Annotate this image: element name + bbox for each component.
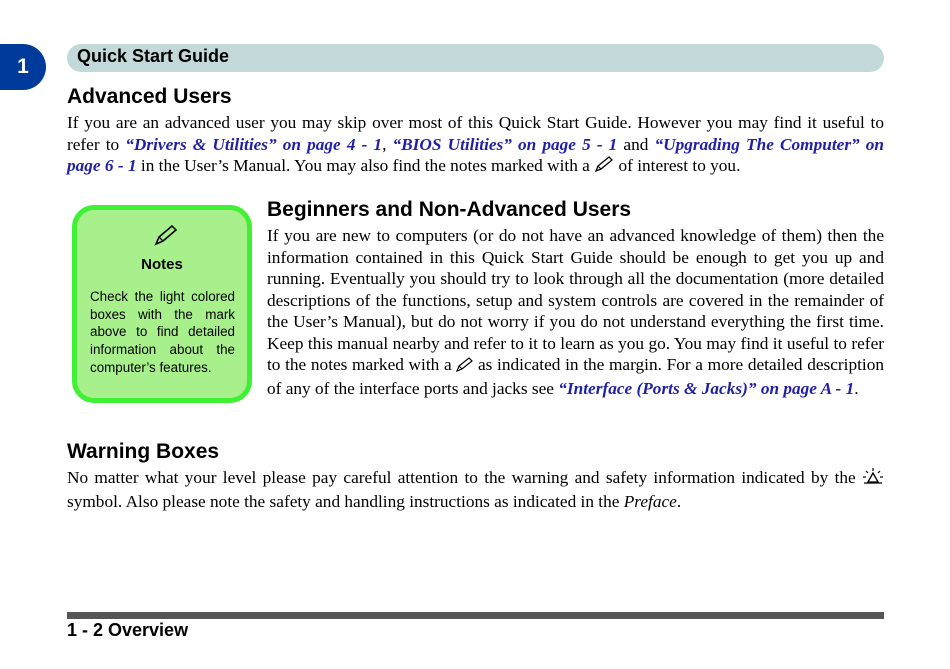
pen-icon	[594, 156, 614, 179]
warning-icon	[862, 467, 884, 491]
notes-box	[72, 205, 252, 403]
ref-interface-ports[interactable]: “Interface (Ports & Jacks)” on page A - 1	[558, 378, 855, 398]
ref-bios-utilities[interactable]: “BIOS Utilities” on page 5 - 1	[392, 134, 618, 154]
header-title: Quick Start Guide	[77, 46, 230, 66]
ref-upgrading-computer[interactable]: “Upgrading The Computer” on page 6 - 1	[67, 134, 885, 175]
notes-title: Notes	[141, 256, 183, 273]
warning-boxes-text: No matter what your level please pay careful attention to the warning and safety information indicated by the symbol. Also please note the safety and handling instructions as indicated in the Preface.	[67, 467, 884, 512]
notes-text: Check the light colored boxes with the mark above to find detailed information about the computer’s features.	[90, 289, 235, 375]
warning-boxes-heading: Warning Boxes	[67, 440, 220, 463]
footer-label: 1 - 2 Overview	[67, 620, 189, 640]
header-bar	[67, 44, 884, 72]
footer-rule	[67, 612, 884, 619]
ref-drivers-utilities[interactable]: “Drivers & Utilities” on page 4 - 1	[125, 134, 383, 154]
chapter-number: 1	[17, 55, 29, 78]
advanced-users-heading: Advanced Users	[67, 85, 232, 108]
pen-icon	[456, 356, 473, 378]
pen-icon	[154, 224, 178, 251]
advanced-users-text: If you are an advanced user you may skip over most of this Quick Start Guide. However you may find it useful to refer to “Drivers & Utilities” on page 4 - 1, “BIOS Utilities” on page 5 - 1 and “Upgrading The Computer” on page 6 - 1 in the User’s Manual. You may also find the notes marked with a of interest to you.	[67, 112, 884, 179]
beginners-heading: Beginners and Non-Advanced Users	[267, 198, 632, 221]
chapter-tab	[0, 44, 46, 90]
beginners-text: If you are new to computers (or do not have an advanced knowledge of them) then the information contained in this Quick Start Guide should be enough to get you up and running. Eventually you should try to look through all the documentation (more detailed descriptions of the functions, setup and system controls are covered in the remainder of the User’s Manual), but do not worry if you do not understand everything the first time. Keep this manual nearby and refer to it to learn as you go. You may find it useful to refer to the notes marked with a as indicated in the margin. For a more detailed description of any of the interface ports and jacks see “Interface (Ports & Jacks)” on page A - 1.	[267, 226, 884, 398]
preface-ref: Preface	[623, 491, 677, 511]
